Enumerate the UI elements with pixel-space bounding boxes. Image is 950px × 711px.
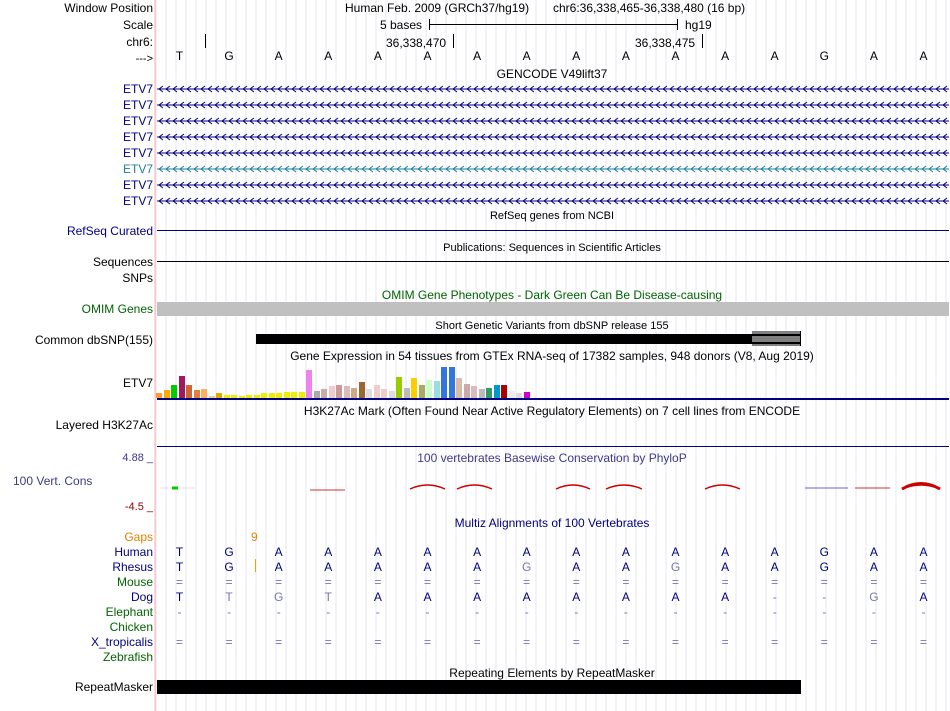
alignment-base: - bbox=[227, 605, 232, 619]
transcript-label[interactable]: ETV7 bbox=[122, 114, 153, 128]
alignment-base: = bbox=[870, 635, 878, 649]
alignment-base: A bbox=[423, 590, 432, 604]
repeatmasker-label[interactable]: RepeatMasker bbox=[74, 680, 153, 694]
alignment-base: A bbox=[721, 545, 730, 559]
alignment-base: - bbox=[524, 605, 529, 619]
cons-plot[interactable] bbox=[0, 476, 950, 496]
alignment-base: = bbox=[671, 575, 679, 589]
alignment-base: = bbox=[175, 575, 183, 589]
transcript-intron[interactable] bbox=[157, 132, 949, 142]
alignment-base: = bbox=[275, 635, 283, 649]
alignment-base: = bbox=[870, 575, 878, 589]
alignment-base: G bbox=[869, 590, 879, 604]
refseq-track-title[interactable]: RefSeq genes from NCBI bbox=[489, 210, 615, 222]
ruler-tick-1 bbox=[453, 34, 454, 48]
transcript-label[interactable]: ETV7 bbox=[122, 130, 153, 144]
base-letter: A bbox=[621, 49, 630, 63]
alignment-base: A bbox=[572, 590, 581, 604]
alignment-base: = bbox=[523, 575, 531, 589]
scale-text: 5 bases bbox=[380, 18, 423, 32]
alignment-base: = bbox=[820, 575, 828, 589]
species-label[interactable]: Zebrafish bbox=[102, 650, 153, 664]
alignment-base: = bbox=[324, 635, 332, 649]
transcript-intron[interactable] bbox=[157, 148, 949, 158]
dbsnp-label[interactable]: Common dbSNP(155) bbox=[34, 333, 153, 347]
transcript-label[interactable]: ETV7 bbox=[122, 98, 153, 112]
alignment-base: = bbox=[919, 575, 927, 589]
db-text: hg19 bbox=[685, 18, 712, 32]
gtex-tissue-bar[interactable] bbox=[201, 389, 207, 398]
alignment-base: - bbox=[425, 605, 430, 619]
gap-count: 9 bbox=[251, 530, 258, 544]
base-letter: A bbox=[721, 49, 730, 63]
alignment-base: G bbox=[522, 560, 532, 574]
gtex-tissue-bar[interactable] bbox=[179, 376, 185, 398]
alignment-base: - bbox=[772, 590, 777, 604]
cons-label[interactable]: 100 Vert. Cons bbox=[13, 474, 93, 488]
h3k27ac-label[interactable]: Layered H3K27Ac bbox=[55, 418, 153, 432]
gtex-tissue-bar[interactable] bbox=[329, 386, 335, 398]
chrom-label[interactable]: chr6: bbox=[126, 35, 153, 49]
alignment-base: = bbox=[225, 575, 233, 589]
gtex-tissue-bar[interactable] bbox=[359, 382, 365, 398]
coord-label-2: 36,338,475 bbox=[635, 36, 696, 50]
alignment-base: A bbox=[373, 590, 382, 604]
sequences-label[interactable]: Sequences bbox=[92, 255, 153, 269]
alignment-base: - bbox=[475, 605, 480, 619]
alignment-base: A bbox=[423, 545, 432, 559]
alignment-base: = bbox=[423, 575, 431, 589]
assembly-text: Human Feb. 2009 (GRCh37/hg19) bbox=[345, 1, 530, 15]
alignment-base: G bbox=[224, 560, 234, 574]
base-letter: A bbox=[373, 49, 382, 63]
gtex-tissue-bar[interactable] bbox=[464, 384, 470, 398]
cons-track-title[interactable]: 100 vertebrates Basewise Conservation by PhyloP bbox=[417, 451, 687, 465]
refseq-line[interactable] bbox=[157, 230, 949, 231]
dbsnp-variant-bar[interactable] bbox=[256, 334, 752, 344]
gtex-tissue-bar[interactable] bbox=[449, 367, 455, 398]
alignment-base: A bbox=[572, 545, 581, 559]
window-position-label[interactable]: Window Position bbox=[64, 1, 153, 15]
gencode-track-title[interactable]: GENCODE V49lift37 bbox=[496, 67, 608, 81]
alignment-base: A bbox=[423, 560, 432, 574]
cons-peak bbox=[457, 485, 492, 489]
alignment-base: = bbox=[622, 575, 630, 589]
refseq-label[interactable]: RefSeq Curated bbox=[66, 224, 153, 238]
alignment-base: A bbox=[373, 545, 382, 559]
range-text: chr6:36,338,465-36,338,480 (16 bp) bbox=[553, 1, 746, 15]
dbsnp-variant-end bbox=[800, 331, 801, 346]
alignment-base: - bbox=[177, 605, 182, 619]
gtex-tissue-bar[interactable] bbox=[171, 385, 177, 398]
alignment-base: - bbox=[623, 605, 628, 619]
h3k27ac-baseline bbox=[157, 446, 949, 447]
alignment-base: T bbox=[175, 560, 184, 574]
alignment-base: = bbox=[275, 575, 283, 589]
multiz-track-title[interactable]: Multiz Alignments of 100 Vertebrates bbox=[454, 516, 650, 530]
gtex-tissue-bar[interactable] bbox=[434, 381, 440, 398]
scale-bar-right-tick bbox=[677, 19, 678, 30]
gtex-tissue-bar[interactable] bbox=[419, 385, 425, 398]
alignment-base: - bbox=[822, 590, 827, 604]
alignment-base: A bbox=[473, 545, 482, 559]
transcript-label[interactable]: ETV7 bbox=[122, 146, 153, 160]
alignment-base: - bbox=[723, 605, 728, 619]
alignment-base: = bbox=[374, 575, 382, 589]
alignment-base: - bbox=[673, 605, 678, 619]
species-label[interactable]: Human bbox=[114, 545, 153, 559]
species-label[interactable]: Mouse bbox=[116, 575, 153, 589]
alignment-base: = bbox=[572, 575, 580, 589]
alignment-base: T bbox=[175, 590, 184, 604]
transcript-intron[interactable] bbox=[157, 84, 949, 94]
species-label[interactable]: Rhesus bbox=[112, 560, 153, 574]
gaps-label[interactable]: Gaps bbox=[124, 530, 153, 544]
alignment-base: = bbox=[324, 575, 332, 589]
alignment-base: T bbox=[324, 590, 332, 604]
alignment-base: A bbox=[770, 560, 779, 574]
species-label[interactable]: Dog bbox=[130, 590, 153, 604]
cons-peak bbox=[556, 485, 590, 489]
cons-min-label: -4.5 _ bbox=[124, 501, 153, 513]
alignment-base: A bbox=[274, 545, 283, 559]
gtex-tissue-bar[interactable] bbox=[344, 386, 350, 398]
coord-label-1: 36,338,470 bbox=[386, 36, 447, 50]
transcript-label[interactable]: ETV7 bbox=[122, 194, 153, 208]
transcript-intron[interactable] bbox=[157, 116, 949, 126]
transcript-label[interactable]: ETV7 bbox=[122, 82, 153, 96]
gtex-tissue-bar[interactable] bbox=[381, 389, 387, 398]
cons-peak bbox=[606, 485, 642, 489]
ruler-tick-left bbox=[205, 34, 206, 48]
alignment-base: A bbox=[324, 560, 333, 574]
alignment-base: A bbox=[522, 590, 531, 604]
base-letter: A bbox=[770, 49, 779, 63]
alignment-base: G bbox=[224, 545, 234, 559]
repeatmasker-track-title[interactable]: Repeating Elements by RepeatMasker bbox=[449, 666, 655, 680]
alignment-base: A bbox=[770, 545, 779, 559]
gtex-tissue-bar[interactable] bbox=[389, 391, 395, 398]
transcript-intron[interactable] bbox=[157, 100, 949, 110]
base-letter: G bbox=[819, 49, 829, 63]
alignment-base: A bbox=[621, 545, 630, 559]
dbsnp-variant-bar-bottom bbox=[752, 342, 801, 344]
alignment-base: A bbox=[721, 560, 730, 574]
gtex-tissue-bar[interactable] bbox=[486, 388, 492, 398]
gtex-tissue-bar[interactable] bbox=[441, 367, 447, 398]
gtex-tissue-bar[interactable] bbox=[306, 370, 312, 398]
omim-gene-bar[interactable] bbox=[157, 302, 949, 316]
alignment-base: - bbox=[772, 605, 777, 619]
base-letter: G bbox=[224, 49, 234, 63]
alignment-base: A bbox=[473, 560, 482, 574]
alignment-base: = bbox=[820, 635, 828, 649]
alignment-base: G bbox=[819, 545, 829, 559]
snps-label[interactable]: SNPs bbox=[122, 271, 153, 285]
alignment-base: G bbox=[274, 590, 284, 604]
gtex-tissue-bar[interactable] bbox=[186, 385, 192, 398]
alignment-base: A bbox=[919, 560, 928, 574]
alignment-base: = bbox=[374, 635, 382, 649]
transcript-intron[interactable] bbox=[157, 196, 949, 206]
base-letter: A bbox=[869, 49, 878, 63]
alignment-base: T bbox=[175, 545, 184, 559]
gtex-tissue-bar[interactable] bbox=[404, 388, 410, 398]
gtex-tissue-bar[interactable] bbox=[321, 389, 327, 398]
base-letter: A bbox=[671, 49, 680, 63]
dbsnp-variant-bar-top bbox=[752, 334, 801, 336]
base-letter: T bbox=[175, 49, 184, 63]
alignment-base: - bbox=[375, 605, 380, 619]
h3k27ac-track-title[interactable]: H3K27Ac Mark (Often Found Near Active Regulatory Elements) on 7 cell lines from ENCODE bbox=[303, 404, 801, 418]
alignment-base: = bbox=[473, 635, 481, 649]
transcript-intron[interactable] bbox=[157, 164, 949, 174]
alignment-base: = bbox=[721, 635, 729, 649]
alignment-base: A bbox=[919, 590, 928, 604]
repeatmasker-element[interactable] bbox=[157, 680, 801, 694]
scale-label[interactable]: Scale bbox=[122, 18, 153, 32]
alignment-base: - bbox=[921, 605, 926, 619]
alignment-base: T bbox=[225, 590, 233, 604]
alignment-base: A bbox=[869, 560, 878, 574]
alignment-base: - bbox=[326, 605, 331, 619]
dbsnp-track-title[interactable]: Short Genetic Variants from dbSNP release 155 bbox=[435, 320, 669, 332]
rhesus-insertion-mark bbox=[255, 559, 256, 572]
gtex-tissue-bar[interactable] bbox=[314, 391, 320, 398]
gtex-tissue-bar[interactable] bbox=[374, 385, 380, 398]
gtex-tissue-bar[interactable] bbox=[494, 385, 500, 398]
alignment-base: = bbox=[622, 635, 630, 649]
base-letter: A bbox=[274, 49, 283, 63]
transcript-intron[interactable] bbox=[157, 180, 949, 190]
transcript-label[interactable]: ETV7 bbox=[122, 178, 153, 192]
alignment-base: G bbox=[670, 560, 681, 574]
alignment-base: A bbox=[621, 590, 630, 604]
gtex-tissue-bar[interactable] bbox=[471, 386, 477, 398]
gtex-tissue-bar[interactable] bbox=[351, 388, 357, 398]
species-label[interactable]: X_tropicalis bbox=[90, 635, 153, 649]
alignment-base: = bbox=[771, 575, 779, 589]
alignment-base: - bbox=[871, 605, 876, 619]
base-letter: A bbox=[324, 49, 333, 63]
gtex-tissue-bar[interactable] bbox=[366, 389, 372, 398]
gtex-tissue-bar[interactable] bbox=[164, 390, 170, 398]
alignment-base: - bbox=[822, 605, 827, 619]
gtex-tissue-bar[interactable] bbox=[456, 378, 462, 398]
species-label[interactable]: Elephant bbox=[105, 605, 153, 619]
omim-label[interactable]: OMIM Genes bbox=[81, 302, 153, 316]
alignment-base: = bbox=[473, 575, 481, 589]
cons-peak bbox=[705, 485, 740, 489]
alignment-base: = bbox=[572, 635, 580, 649]
gtex-tissue-bar[interactable] bbox=[336, 385, 342, 398]
alignment-base: A bbox=[869, 545, 878, 559]
transcript-label[interactable]: ETV7 bbox=[122, 162, 153, 176]
cons-peak bbox=[410, 485, 445, 489]
gtex-tissue-bar[interactable] bbox=[194, 390, 200, 398]
base-letter: A bbox=[423, 49, 432, 63]
alignment-base: A bbox=[671, 545, 680, 559]
alignment-base: = bbox=[423, 635, 431, 649]
alignment-base: - bbox=[276, 605, 281, 619]
base-letter: A bbox=[572, 49, 581, 63]
scale-bar bbox=[429, 24, 678, 25]
base-letter: A bbox=[919, 49, 928, 63]
alignment-base: G bbox=[819, 560, 829, 574]
gtex-label[interactable]: ETV7 bbox=[122, 376, 153, 390]
alignment-base: = bbox=[225, 635, 233, 649]
gtex-tissue-bar[interactable] bbox=[501, 385, 507, 398]
cons-max-label: 4.88 _ bbox=[122, 452, 153, 464]
ruler-tick-2 bbox=[702, 34, 703, 48]
alignment-base: = bbox=[671, 635, 679, 649]
publications-track-title[interactable]: Publications: Sequences in Scientific Articles bbox=[443, 242, 661, 254]
gtex-gene-line bbox=[157, 398, 949, 400]
alignment-base: A bbox=[572, 560, 581, 574]
gtex-tissue-bar[interactable] bbox=[426, 380, 432, 398]
cons-peak-strong bbox=[902, 484, 940, 490]
base-letter: A bbox=[473, 49, 482, 63]
alignment-base: A bbox=[324, 545, 333, 559]
alignment-base: - bbox=[574, 605, 579, 619]
gtex-track-title[interactable]: Gene Expression in 54 tissues from GTEx RNA-seq of 17382 samples, 948 donors (V8, Aug 2019) bbox=[290, 349, 814, 363]
alignment-base: = bbox=[523, 635, 531, 649]
gtex-tissue-bar[interactable] bbox=[509, 391, 515, 398]
gtex-tissue-bar[interactable] bbox=[479, 389, 485, 398]
alignment-base: = bbox=[175, 635, 183, 649]
omim-track-title[interactable]: OMIM Gene Phenotypes - Dark Green Can Be Disease-causing bbox=[381, 288, 723, 302]
alignment-base: = bbox=[919, 635, 927, 649]
sequences-line[interactable] bbox=[157, 261, 949, 262]
alignment-base: A bbox=[621, 560, 630, 574]
alignment-base: A bbox=[671, 590, 680, 604]
alignment-base: A bbox=[522, 545, 531, 559]
alignment-base: A bbox=[473, 590, 482, 604]
base-letter: A bbox=[522, 49, 531, 63]
alignment-base: A bbox=[919, 545, 928, 559]
alignment-base: A bbox=[373, 560, 382, 574]
species-label[interactable]: Chicken bbox=[109, 620, 153, 634]
alignment-base: A bbox=[721, 590, 730, 604]
alignment-base: A bbox=[274, 560, 283, 574]
strand-label[interactable]: ---> bbox=[135, 53, 153, 65]
gtex-tissue-bar[interactable] bbox=[411, 378, 417, 398]
gtex-tissue-bar[interactable] bbox=[396, 377, 402, 398]
alignment-base: = bbox=[721, 575, 729, 589]
alignment-base: = bbox=[771, 635, 779, 649]
